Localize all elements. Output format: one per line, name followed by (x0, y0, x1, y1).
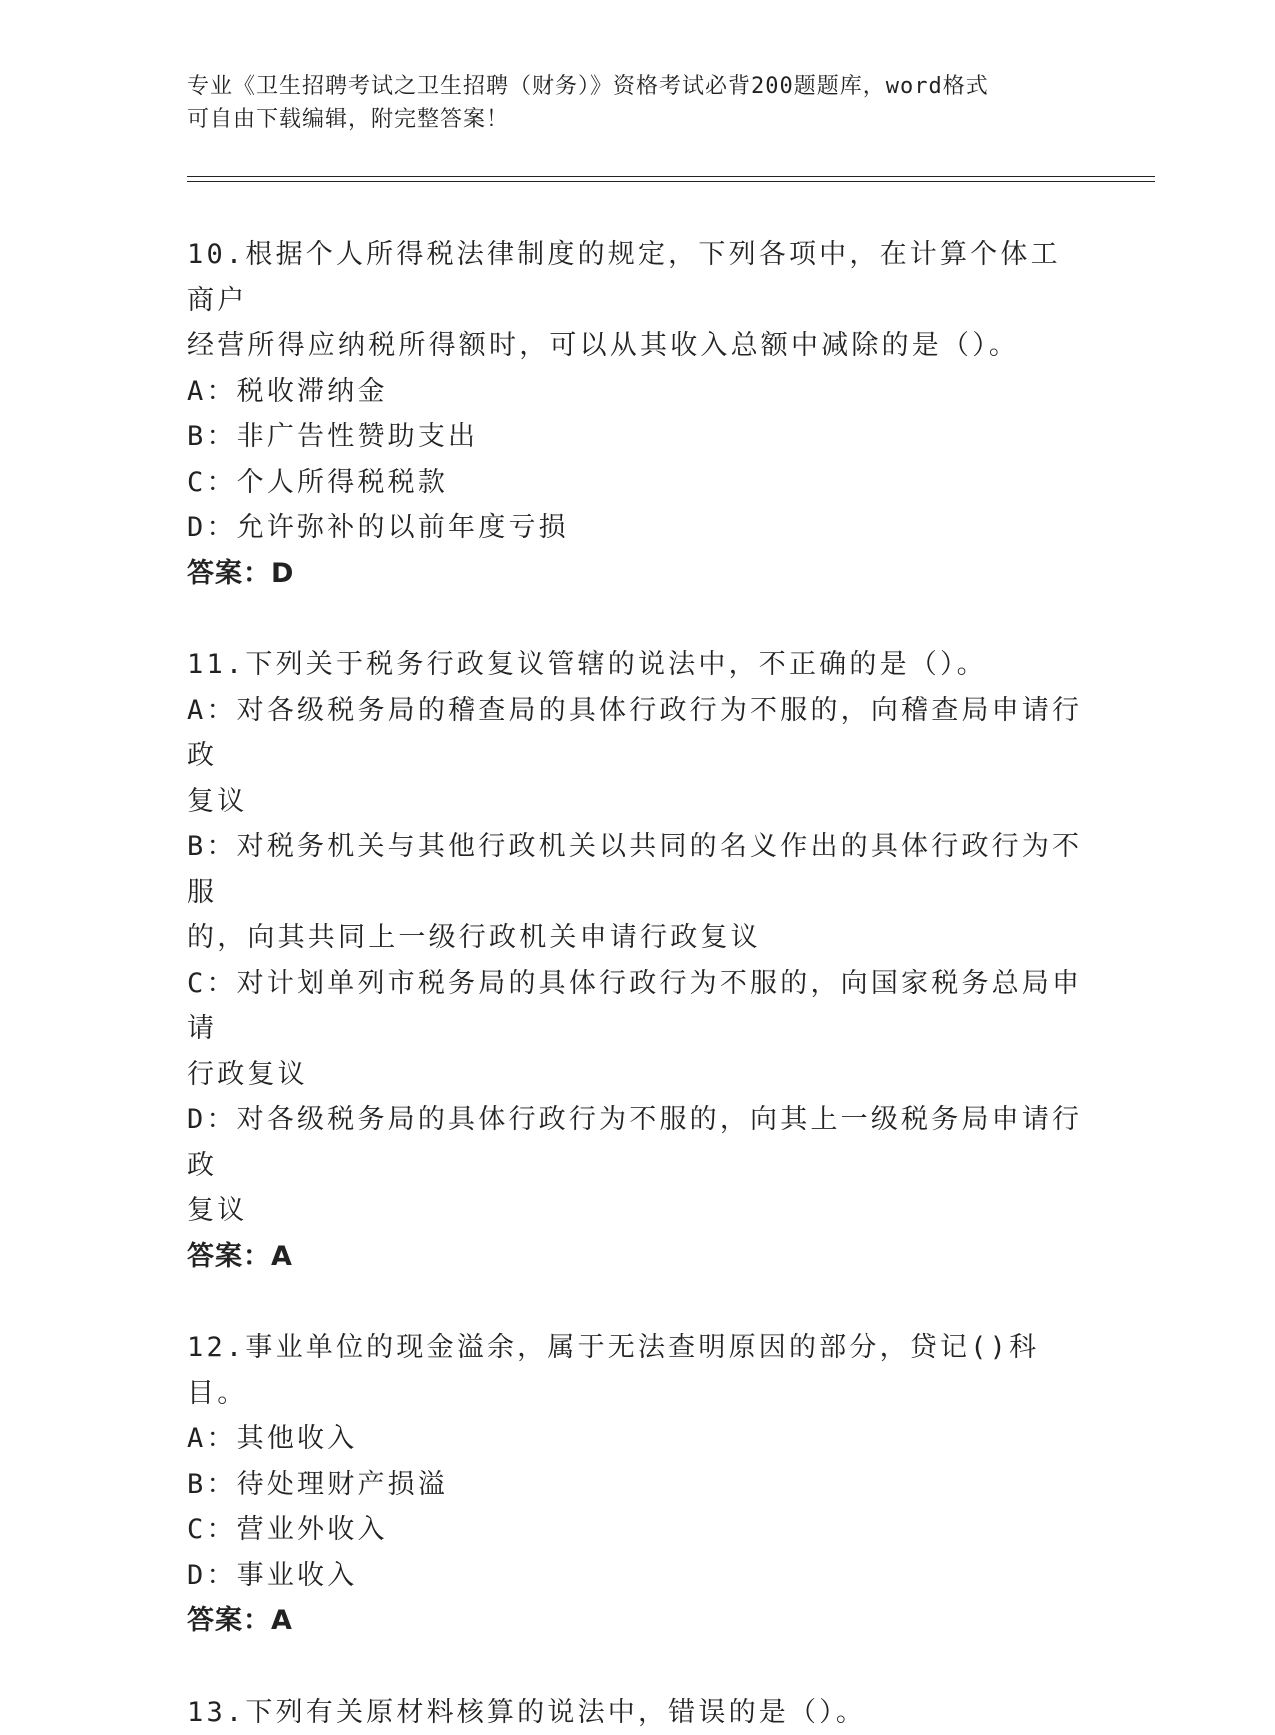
question-stem: 12.事业单位的现金溢余，属于无法查明原因的部分，贷记()科目。 (187, 1325, 1087, 1416)
document-header (187, 70, 1067, 136)
option-b: B：待处理财产损溢 (187, 1462, 1087, 1508)
option-d: D：事业收入 (187, 1553, 1087, 1599)
question-stem: 经营所得应纳税所得额时，可以从其收入总额中减除的是（）。 (187, 323, 1087, 369)
option-a-continued: 复议 (187, 779, 1087, 825)
answer-label: 答案：A (187, 1234, 1087, 1280)
question-stem: 13.下列有关原材料核算的说法中，错误的是（）。 (187, 1690, 1087, 1735)
answer-label: 答案：D (187, 551, 1087, 597)
option-a: A：对各级税务局的稽查局的具体行政行为不服的，向稽查局申请行政 (187, 688, 1087, 779)
question-stem: 10.根据个人所得税法律制度的规定，下列各项中，在计算个体工商户 (187, 232, 1087, 323)
option-d: D：允许弥补的以前年度亏损 (187, 505, 1087, 551)
question-10 (187, 232, 1087, 596)
question-13 (187, 1690, 1087, 1735)
answer-label: 答案：A (187, 1598, 1087, 1644)
question-list (187, 232, 1087, 1735)
header-divider-top (187, 176, 1155, 177)
option-b: B：非广告性赞助支出 (187, 414, 1087, 460)
option-a: A：税收滞纳金 (187, 369, 1087, 415)
question-12 (187, 1325, 1087, 1644)
option-b: B：对税务机关与其他行政机关以共同的名义作出的具体行政行为不服 (187, 824, 1087, 915)
question-11 (187, 642, 1087, 1279)
option-b-continued: 的，向其共同上一级行政机关申请行政复议 (187, 915, 1087, 961)
header-title-line-2: 可自由下载编辑，附完整答案！ (187, 103, 1067, 136)
option-a: A：其他收入 (187, 1416, 1087, 1462)
header-title-line-1: 专业《卫生招聘考试之卫生招聘（财务）》资格考试必背200题题库，word格式 (187, 70, 1067, 103)
option-d: D：对各级税务局的具体行政行为不服的，向其上一级税务局申请行政 (187, 1097, 1087, 1188)
option-c-continued: 行政复议 (187, 1052, 1087, 1098)
option-c: C：营业外收入 (187, 1507, 1087, 1553)
header-divider-bottom (187, 181, 1155, 182)
option-d-continued: 复议 (187, 1188, 1087, 1234)
option-c: C：对计划单列市税务局的具体行政行为不服的，向国家税务总局申请 (187, 961, 1087, 1052)
question-stem: 11.下列关于税务行政复议管辖的说法中，不正确的是（）。 (187, 642, 1087, 688)
option-c: C：个人所得税税款 (187, 460, 1087, 506)
